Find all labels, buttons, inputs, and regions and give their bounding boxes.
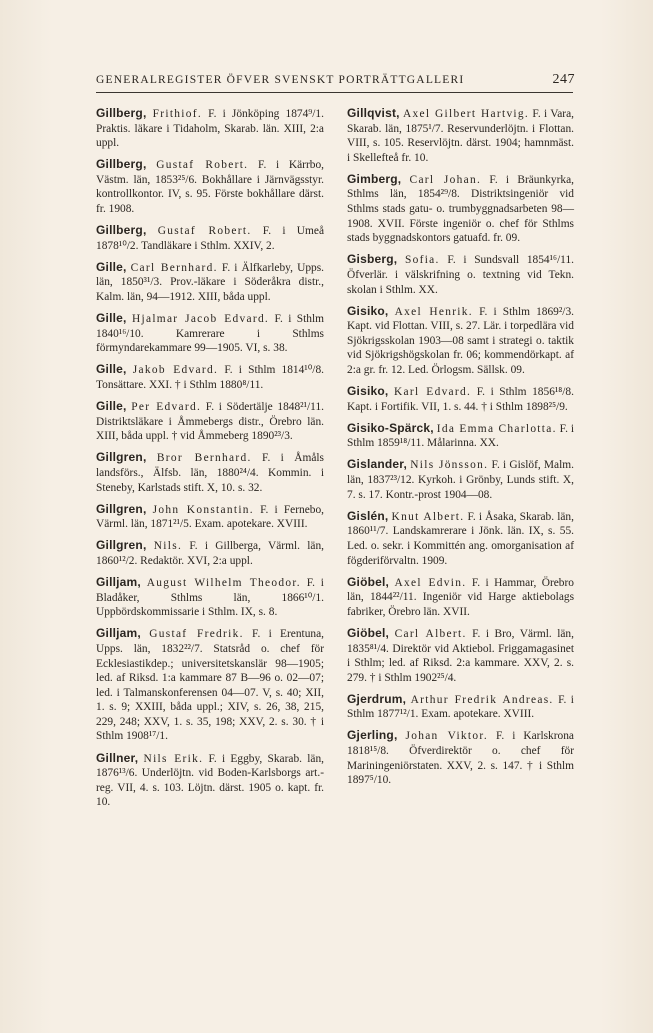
entry-details: F. i Kärrbo, Västm. län, 1853²⁵/6. Bokhållare i Järnvägsstyr. kontrollkontor. IV, s. 95. Förste bokhållare därst. fr. 1908. [96,159,324,216]
entry-details: F. i Bladåker, Sthlms län, 1866¹⁰/1. Uppbördskommissarie i Sthlm. IX, s. 8. [96,577,324,619]
entry-details: F. i Sthlm 1814¹⁰/8. Tonsättare. XXI. † i Sthlm 1880⁸/11. [96,364,324,391]
right-column [347,106,574,794]
entry-surname: Gillgren, [96,538,147,553]
entry-given-names: Hjalmar Jacob Edvard. [131,313,270,326]
entry-details: F. i Sthlm 1840¹⁶/10. Kamrerare i Sthlms förmyndarekammare 99—1905. VI, s. 38. [96,313,324,355]
entry-given-names: Knut Albert. [391,510,465,523]
left-column [96,106,324,816]
register-entry [347,252,574,297]
register-entry [347,421,574,451]
register-entry [347,575,574,620]
entry-details: F. i Sthlm 1869²/3. Kapt. vid Flottan. VIII, s. 27. Lär. i torpedlära vid Sjökrigsskolan 1903—08 samt i strategi o. taktik vid Sjökrigshögskolan fr. 06; kommendörkapt. af 2:a gr. fr. 12. Led. Örlogsm. Sällsk. 09. [347,305,574,376]
register-entry [96,399,324,444]
entry-details: F. i Sthlm 1877¹²/1. Exam. apotekare. XVIII. [347,693,574,721]
entry-given-names: Nils Erik. [143,752,204,765]
entry-surname: Gislander, [347,457,408,472]
register-entry [347,172,574,246]
entry-given-names: Per Edvard. [131,401,202,414]
entry-given-names: Gustaf Robert. [157,225,252,238]
entry-surname: Gjerling, [347,728,398,743]
entry-details: F. i Sthlm 1856¹⁸/8. Kapt. i Fortifik. VII, 1. s. 44. † i Sthlm 1898²⁵/9. [347,386,574,413]
entry-surname: Gillqvist, [347,106,400,120]
entry-surname: Gille, [96,362,127,377]
entry-given-names: John Konstantin. [152,503,254,516]
entry-given-names: Johan Viktor. [405,730,488,743]
register-entry [347,457,574,502]
running-head [96,72,575,88]
register-entry [347,384,574,414]
entry-surname: Gillberg, [96,223,147,238]
entry-given-names: Karl Edvard. [394,386,472,399]
register-entry [96,362,324,392]
register-entry [96,751,324,810]
entry-surname: Gisiko, [347,303,389,318]
entry-details: F. i Sundsvall 1854¹⁶/11. Öfverlär. i välskrifning o. textning vid Tekn. skolan i Sthlm. XX. [347,254,574,296]
entry-given-names: Frithiof. [152,108,202,120]
entry-details: F. i Älfkarleby, Upps. län, 1850³¹/3. Prov.-läkare i Söderåkra distr., Kalm. län, 94—1912. XIII, båda uppl. [96,261,324,304]
register-entry [96,538,324,568]
register-entry [96,106,324,151]
page-number: 247 [552,72,575,87]
entry-given-names: Arthur Fredrik Andreas. [410,693,554,706]
entry-details: F. i Gislöf, Malm. län, 1837²³/12. Kyrkoh. i Grönby, Lunds stift. X, 7. s. 17. Kontr.-prost 1904—08. [347,459,574,501]
entry-given-names: Carl Albert. [394,627,467,640]
register-entry [347,692,574,722]
entry-details: F. i Jönköping 1874⁹/1. Praktis. läkare i Tidaholm, Skarab. län. XIII, 2:a uppl. [96,108,324,150]
entry-given-names: Axel Edvin. [394,576,467,589]
entry-given-names: Jakob Edvard. [132,364,219,377]
entry-surname: Gille, [96,259,127,274]
entry-surname: Giöbel, [347,625,390,640]
running-head-title: GENERALREGISTER ÖFVER SVENSKT PORTRÄTTGALLERI [96,74,465,86]
register-entry [96,157,324,216]
entry-surname: Gille, [96,311,127,326]
register-entry [347,304,574,378]
entry-surname: Gisiko, [347,384,389,399]
entry-given-names: Axel Henrik. [394,305,473,318]
entry-surname: Gillberg, [96,106,147,120]
entry-details: F. i Åmåls landsförs., Älfsb. län, 1880²⁴/4. Kommin. i Steneby, Karlstads stift. X, 10. s. 32. [96,452,324,494]
entry-details: F. i Sthlm 1859¹⁸/11. Målarinna. XX. [347,422,574,450]
entry-details: F. i Vara, Skarab. län, 1875¹/7. Reservunderlöjtn. i Flottan. VIII, s. 105. Reservlöjtn. därst. 1904; hamnmäst. i Skellefteå fr. 10. [347,108,574,164]
entry-given-names: Axel Gilbert Hartvig. [403,108,530,120]
entry-details: F. i Erentuna, Upps. län, 1832²²/7. Statsråd o. chef för Ecklesiastikdep.; universitetskanslär 98—1905; led. af Riksd. 1:a kammare 87 B—96 o. 02—07; led. i Talmanskonferensen 04—07. V, s. 40; XII, 1. s. 9; XXIII, båda uppl.; XIV, s. 26, 38, 215, 229, 248; XXV, 1. s. 35, 198; XXV, 2. s. 30. † i Sthlm 1908¹⁷/1. [96,628,324,743]
entry-details: F. i Karlskrona 1818¹⁵/8. Öfverdirektör o. chef för Mariningeniörstaten. XXV, 2. s. 147. † i Sthlm 1897⁵/10. [347,730,574,787]
register-entry [96,311,324,356]
register-entry [347,509,574,568]
entry-given-names: Gustaf Fredrik. [149,628,244,641]
register-entry [347,728,574,787]
entry-details: F. i Södertälje 1848²¹/11. Distriktsläkare i Åmmebergs distr., Örebro län. XIII, båda uppl. † vid Åmmeberg 1890²³/3. [96,401,324,443]
entry-given-names: Bror Bernhard. [156,452,252,465]
entry-surname: Gillgren, [96,501,147,516]
register-entry [96,626,324,744]
entry-surname: Giöbel, [347,574,390,589]
register-entry [96,450,324,495]
entry-given-names: Sofia. [404,254,440,267]
register-entry [96,575,324,620]
entry-given-names: Carl Bernhard. [130,261,218,274]
register-entry [347,626,574,685]
entry-surname: Gisberg, [347,252,398,267]
entry-surname: Gilljam, [96,575,141,590]
entry-surname: Gjerdrum, [347,691,407,706]
entry-given-names: August Wilhelm Theodor. [146,577,301,590]
entry-surname: Gisiko-Spärck, [347,420,434,435]
entry-details: F. i Åsaka, Skarab. län, 1860¹¹/7. Landskamrerare i Jönk. län. IX, s. 55. Led. o. sekr. i Kommittén ang. omorganisation af fögderiförvaltn. 1909. [347,510,574,567]
entry-details: F. i Hammar, Örebro län, 1844²²/11. Ingeniör vid Harge aktiebolags fabriker, Örebro län. XVII. [347,576,574,618]
entry-details: F. i Umeå 1878¹⁰/2. Tandläkare i Sthlm. XXIV, 2. [96,225,325,252]
entry-surname: Gillgren, [96,450,147,465]
entry-surname: Gilljam, [96,626,141,641]
entry-surname: Gillberg, [96,157,147,172]
entry-given-names: Carl Johan. [409,173,482,186]
entry-surname: Gille, [96,399,127,414]
register-entry [347,106,574,165]
register-entry [96,260,324,305]
entry-surname: Gimberg, [347,171,402,186]
entry-surname: Gillner, [96,750,139,765]
entry-given-names: Nils Jönsson. [410,459,489,472]
entry-details: F. i Eggby, Skarab. län, 1876¹³/6. Underlöjtn. vid Boden-Karlsborgs art.-reg. VII, 4. s. 103. Löjtn. därst. 1905 o. kapt. fr. 10. [96,752,324,809]
entry-details: F. i Gillberga, Värml. län, 1860¹²/2. Redaktör. XVI, 2:a uppl. [96,540,324,567]
entry-details: F. i Bräunkyrka, Sthlms län, 1854²⁹/8. Distriktsingeniör vid Sthlms stads gatu- o. trumbyggnadsarbeten 98—1908. XVII. Förste ingeniör o. chef för Sthlms stads byggnadskontors gatuafd. fr. 09. [347,173,574,245]
entry-given-names: Gustaf Robert. [156,159,249,172]
header-rule [96,92,573,93]
register-entry [96,502,324,532]
register-entry [96,223,324,253]
entry-details: F. i Bro, Värml. län, 1835⁸¹/4. Direktör vid Aktiebol. Friggamagasinet i Sthlm; led. af Riksd. 2:a kammare. XXV, 2. s. 279. † i Sthlm 1902²⁵/4. [347,627,574,684]
entry-given-names: Ida Emma Charlotta. [436,422,557,435]
entry-given-names: Nils. [153,540,183,553]
entry-details: F. i Fernebo, Värml. län, 1871²¹/5. Exam. apotekare. XVIII. [96,503,324,531]
entry-surname: Gislén, [347,508,389,523]
